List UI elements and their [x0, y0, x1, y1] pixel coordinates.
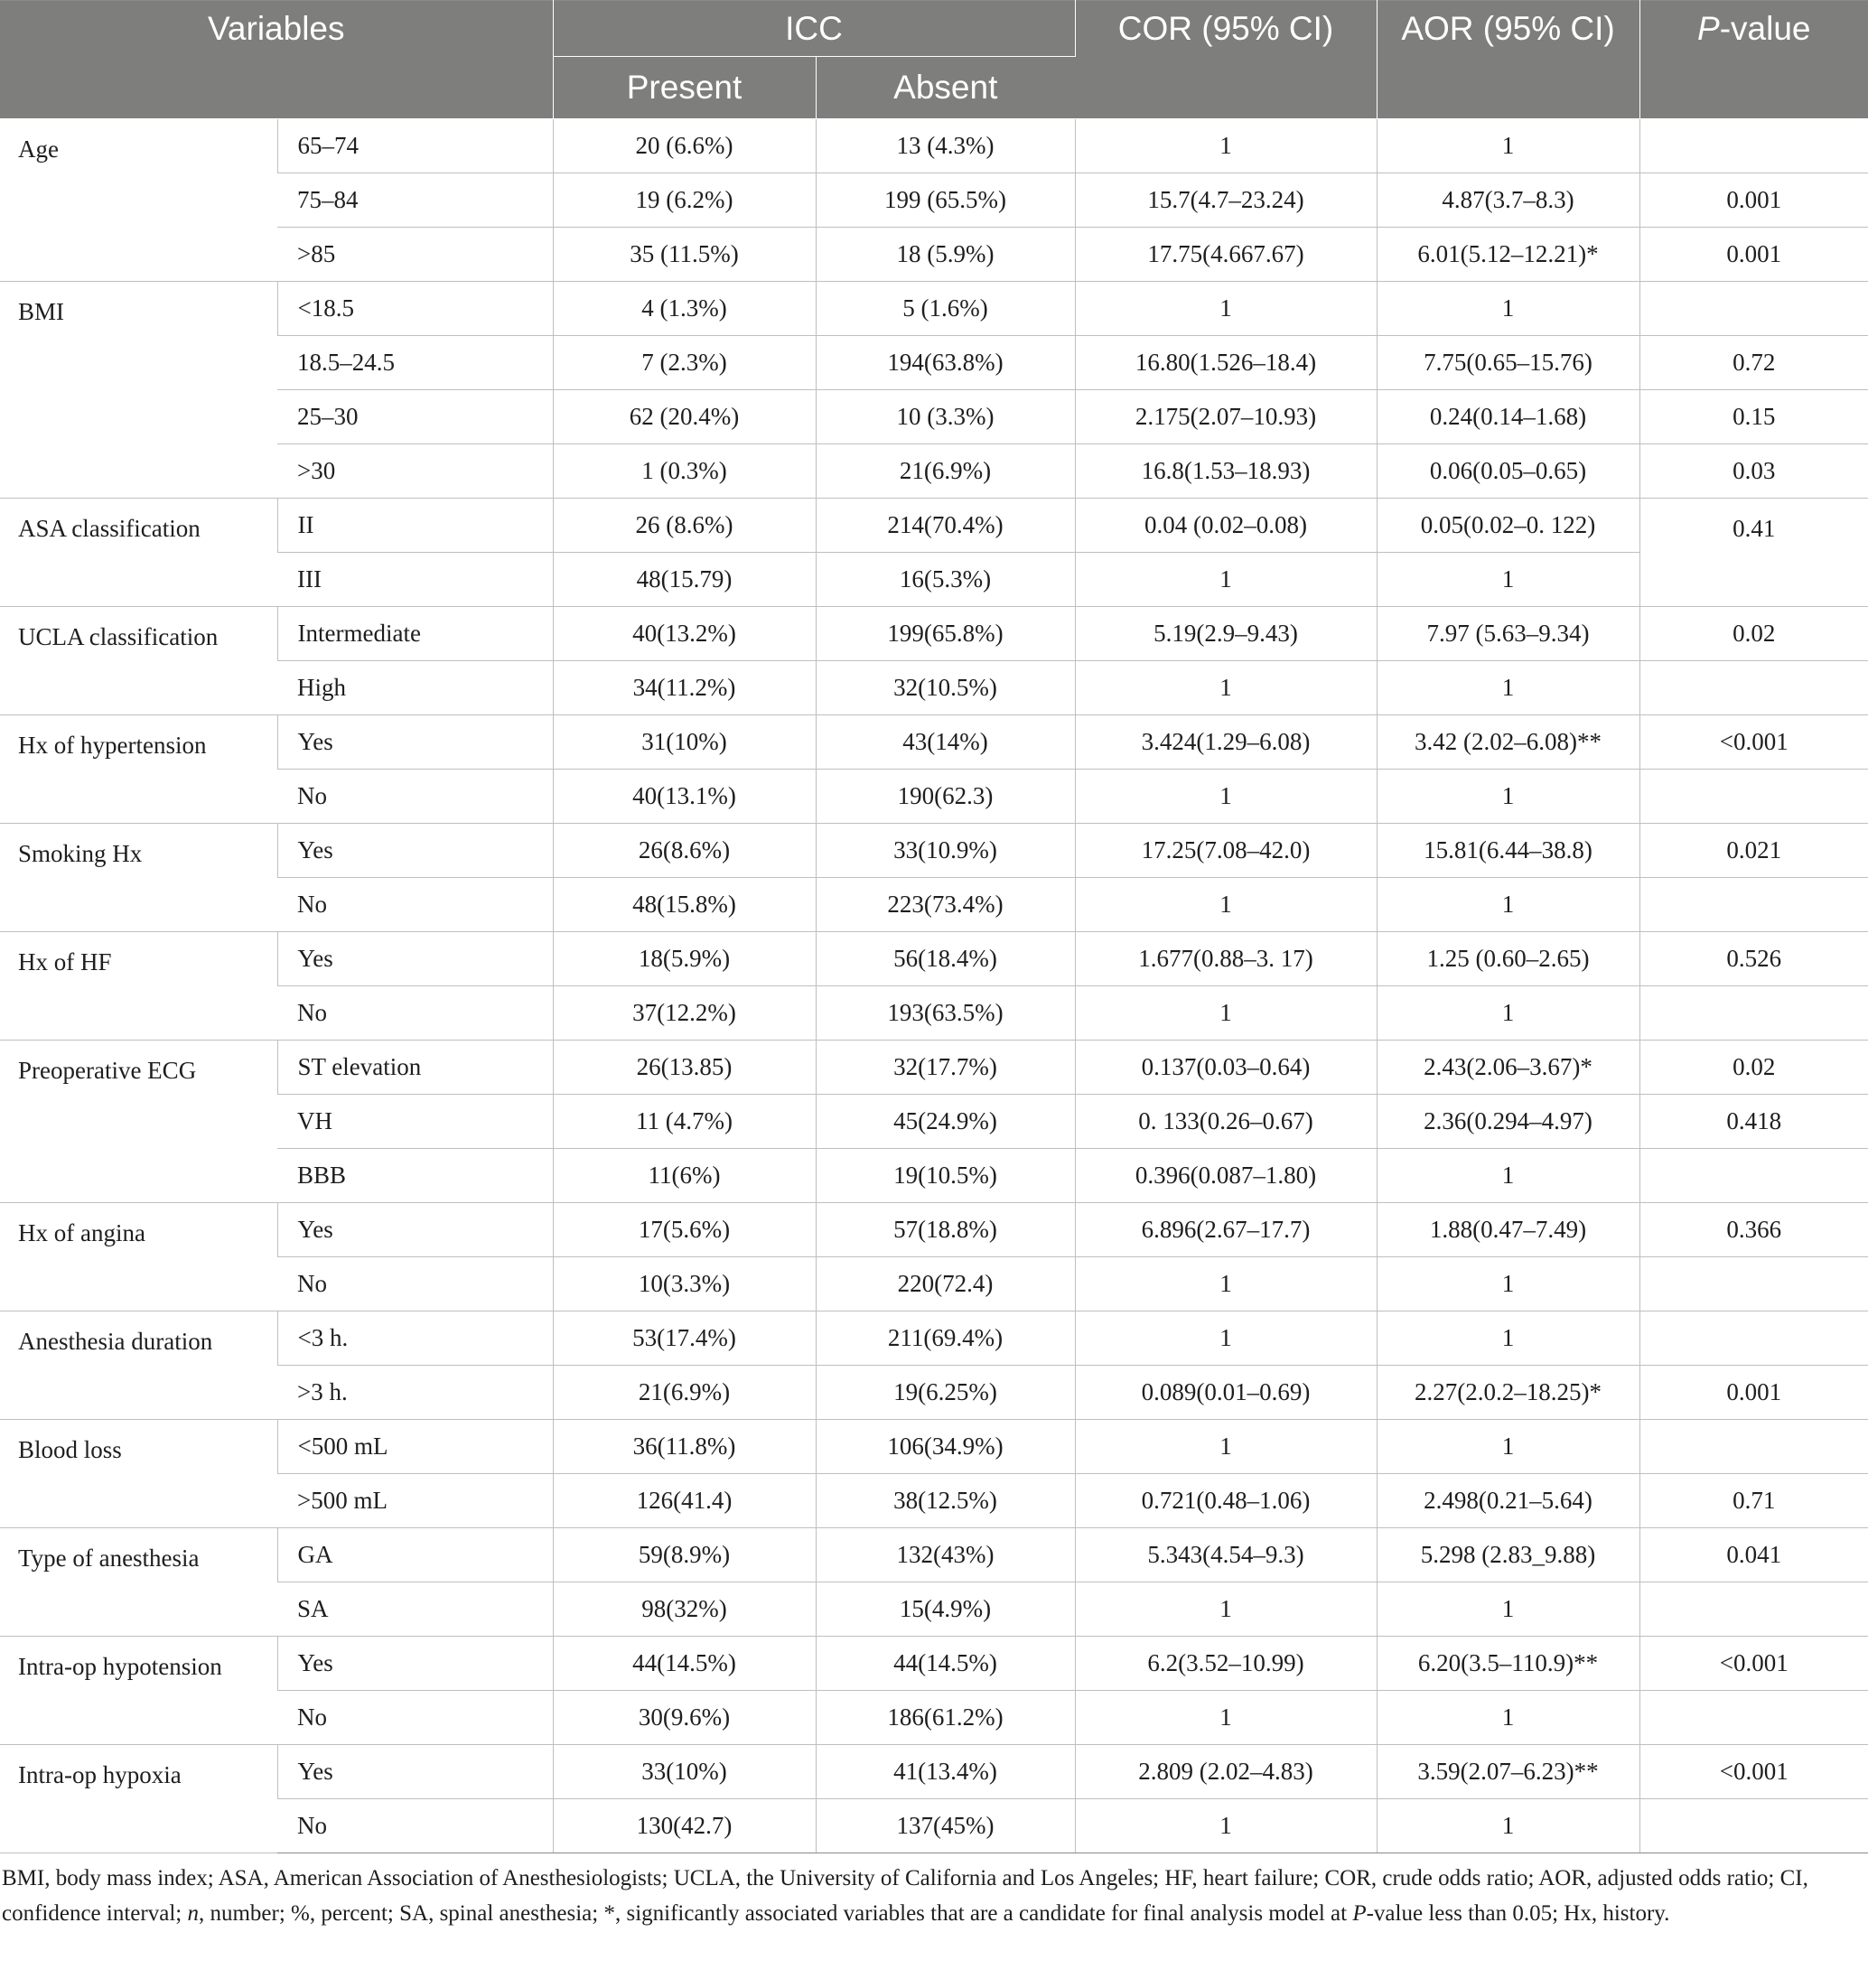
aor-cell: 4.87(3.7–8.3): [1377, 173, 1639, 228]
category-cell: >500 mL: [277, 1474, 553, 1528]
category-cell: High: [277, 661, 553, 715]
absent-cell: 15(4.9%): [816, 1582, 1075, 1637]
footnote-n: n: [187, 1901, 199, 1926]
category-cell: III: [277, 553, 553, 607]
table-row: [0, 282, 1868, 336]
aor-cell: 0.05(0.02–0. 122): [1377, 499, 1639, 553]
aor-cell: 1: [1377, 1257, 1639, 1311]
table-row: [0, 878, 1868, 932]
present-cell: 21(6.9%): [553, 1366, 816, 1420]
cor-cell: 16.8(1.53–18.93): [1075, 444, 1377, 499]
category-cell: GA: [277, 1528, 553, 1582]
category-cell: >3 h.: [277, 1366, 553, 1420]
present-cell: 11 (4.7%): [553, 1095, 816, 1149]
aor-cell: 1.88(0.47–7.49): [1377, 1203, 1639, 1257]
table-row: [0, 715, 1868, 770]
absent-cell: 16(5.3%): [816, 553, 1075, 607]
cor-cell: 17.75(4.667.67): [1075, 228, 1377, 282]
category-cell: 25–30: [277, 390, 553, 444]
p-value-cell: <0.001: [1639, 1745, 1868, 1799]
cor-cell: 0. 133(0.26–0.67): [1075, 1095, 1377, 1149]
p-value-cell: 0.41: [1639, 499, 1868, 607]
table-row: [0, 390, 1868, 444]
cor-cell: 1: [1075, 553, 1377, 607]
absent-cell: 132(43%): [816, 1528, 1075, 1582]
header-absent: Absent: [816, 57, 1075, 119]
cor-cell: 0.721(0.48–1.06): [1075, 1474, 1377, 1528]
absent-cell: 199(65.8%): [816, 607, 1075, 661]
p-value-cell: 0.526: [1639, 932, 1868, 986]
present-cell: 40(13.1%): [553, 770, 816, 824]
absent-cell: 194(63.8%): [816, 336, 1075, 390]
variable-label: Hx of hypertension: [0, 715, 277, 824]
variable-label: Preoperative ECG: [0, 1041, 277, 1203]
table-row: [0, 228, 1868, 282]
table-row: [0, 1528, 1868, 1582]
absent-cell: 56(18.4%): [816, 932, 1075, 986]
header-aor: AOR (95% CI): [1377, 1, 1639, 119]
variable-label: Hx of HF: [0, 932, 277, 1041]
p-value-cell: 0.71: [1639, 1474, 1868, 1528]
absent-cell: 19(6.25%): [816, 1366, 1075, 1420]
table-row: [0, 661, 1868, 715]
aor-cell: 2.27(2.0.2–18.25)*: [1377, 1366, 1639, 1420]
category-cell: <500 mL: [277, 1420, 553, 1474]
cor-cell: 5.19(2.9–9.43): [1075, 607, 1377, 661]
cor-cell: 0.137(0.03–0.64): [1075, 1041, 1377, 1095]
present-cell: 30(9.6%): [553, 1691, 816, 1745]
cor-cell: 1: [1075, 986, 1377, 1041]
footnote-text-1: BMI, body mass index; ASA, American Association of Anesthesiologists; UCLA, the University of California and Los Angeles; HF, heart failure; COR, crude odds ratio; AOR, adjusted odds ratio; CI, confidence interval;: [2, 1866, 1808, 1926]
cor-cell: 1: [1075, 878, 1377, 932]
table-row: [0, 1420, 1868, 1474]
table-row: [0, 932, 1868, 986]
aor-cell: 3.59(2.07–6.23)**: [1377, 1745, 1639, 1799]
absent-cell: 106(34.9%): [816, 1420, 1075, 1474]
aor-cell: 2.36(0.294–4.97): [1377, 1095, 1639, 1149]
variable-label: Blood loss: [0, 1420, 277, 1528]
aor-cell: 1: [1377, 1691, 1639, 1745]
absent-cell: 44(14.5%): [816, 1637, 1075, 1691]
p-value-cell: <0.001: [1639, 715, 1868, 770]
present-cell: 26(8.6%): [553, 824, 816, 878]
footnote-text-2: , number; %, percent; SA, spinal anesthesia; *, significantly associated variables that are a candidate for final analysis model at: [198, 1901, 1353, 1926]
table-row: [0, 1149, 1868, 1203]
header-cor: COR (95% CI): [1075, 1, 1377, 119]
absent-cell: 13 (4.3%): [816, 119, 1075, 173]
variable-label: Intra-op hypoxia: [0, 1745, 277, 1853]
present-cell: 18(5.9%): [553, 932, 816, 986]
absent-cell: 33(10.9%): [816, 824, 1075, 878]
present-cell: 35 (11.5%): [553, 228, 816, 282]
p-value-cell: 0.02: [1639, 1041, 1868, 1095]
p-value-cell: [1639, 1311, 1868, 1366]
present-cell: 1 (0.3%): [553, 444, 816, 499]
category-cell: 75–84: [277, 173, 553, 228]
p-value-cell: [1639, 1420, 1868, 1474]
table-row: [0, 1474, 1868, 1528]
category-cell: Intermediate: [277, 607, 553, 661]
header-icc: ICC: [553, 1, 1075, 57]
variable-label: ASA classification: [0, 499, 277, 607]
p-value-cell: 0.418: [1639, 1095, 1868, 1149]
absent-cell: 18 (5.9%): [816, 228, 1075, 282]
absent-cell: 38(12.5%): [816, 1474, 1075, 1528]
present-cell: 33(10%): [553, 1745, 816, 1799]
table-body: [0, 119, 1868, 1853]
present-cell: 130(42.7): [553, 1799, 816, 1853]
aor-cell: 6.20(3.5–110.9)**: [1377, 1637, 1639, 1691]
present-cell: 62 (20.4%): [553, 390, 816, 444]
present-cell: 53(17.4%): [553, 1311, 816, 1366]
category-cell: Yes: [277, 1203, 553, 1257]
table-row: [0, 1257, 1868, 1311]
header-present: Present: [553, 57, 816, 119]
category-cell: BBB: [277, 1149, 553, 1203]
p-value-cell: 0.02: [1639, 607, 1868, 661]
absent-cell: 214(70.4%): [816, 499, 1075, 553]
header-p-letter: P: [1697, 10, 1720, 47]
cor-cell: 3.424(1.29–6.08): [1075, 715, 1377, 770]
table-row: [0, 336, 1868, 390]
present-cell: 44(14.5%): [553, 1637, 816, 1691]
aor-cell: 1: [1377, 770, 1639, 824]
table-row: [0, 119, 1868, 173]
p-value-cell: [1639, 1149, 1868, 1203]
present-cell: 20 (6.6%): [553, 119, 816, 173]
aor-cell: 1: [1377, 1311, 1639, 1366]
variable-label: Age: [0, 119, 277, 282]
cor-cell: 0.089(0.01–0.69): [1075, 1366, 1377, 1420]
cor-cell: 1: [1075, 770, 1377, 824]
p-value-cell: [1639, 1257, 1868, 1311]
aor-cell: 3.42 (2.02–6.08)**: [1377, 715, 1639, 770]
category-cell: No: [277, 986, 553, 1041]
p-value-cell: [1639, 1799, 1868, 1853]
category-cell: VH: [277, 1095, 553, 1149]
table-row: [0, 1637, 1868, 1691]
table-row: [0, 1582, 1868, 1637]
category-cell: Yes: [277, 932, 553, 986]
absent-cell: 5 (1.6%): [816, 282, 1075, 336]
footnote-p: P: [1352, 1901, 1367, 1926]
table-row: [0, 499, 1868, 553]
p-value-cell: <0.001: [1639, 1637, 1868, 1691]
aor-cell: 2.498(0.21–5.64): [1377, 1474, 1639, 1528]
p-value-cell: [1639, 661, 1868, 715]
absent-cell: 45(24.9%): [816, 1095, 1075, 1149]
cor-cell: 0.396(0.087–1.80): [1075, 1149, 1377, 1203]
aor-cell: 7.75(0.65–15.76): [1377, 336, 1639, 390]
aor-cell: 1: [1377, 986, 1639, 1041]
cor-cell: 6.2(3.52–10.99): [1075, 1637, 1377, 1691]
absent-cell: 193(63.5%): [816, 986, 1075, 1041]
present-cell: 48(15.8%): [553, 878, 816, 932]
p-value-cell: 0.03: [1639, 444, 1868, 499]
category-cell: ST elevation: [277, 1041, 553, 1095]
table-footnote: [0, 1853, 1868, 1931]
p-value-cell: 0.021: [1639, 824, 1868, 878]
category-cell: SA: [277, 1582, 553, 1637]
present-cell: 10(3.3%): [553, 1257, 816, 1311]
table-row: [0, 173, 1868, 228]
aor-cell: 5.298 (2.83_9.88): [1377, 1528, 1639, 1582]
category-cell: II: [277, 499, 553, 553]
aor-cell: 1.25 (0.60–2.65): [1377, 932, 1639, 986]
cor-cell: 1: [1075, 1257, 1377, 1311]
cor-cell: 17.25(7.08–42.0): [1075, 824, 1377, 878]
p-value-cell: [1639, 878, 1868, 932]
category-cell: >85: [277, 228, 553, 282]
category-cell: >30: [277, 444, 553, 499]
variable-label: UCLA classification: [0, 607, 277, 715]
absent-cell: 190(62.3): [816, 770, 1075, 824]
aor-cell: 1: [1377, 878, 1639, 932]
present-cell: 17(5.6%): [553, 1203, 816, 1257]
absent-cell: 19(10.5%): [816, 1149, 1075, 1203]
present-cell: 7 (2.3%): [553, 336, 816, 390]
table-row: [0, 1095, 1868, 1149]
table-row: [0, 553, 1868, 607]
cor-cell: 1: [1075, 1691, 1377, 1745]
present-cell: 4 (1.3%): [553, 282, 816, 336]
table-row: [0, 1041, 1868, 1095]
table-header: [0, 1, 1868, 119]
variable-label: Hx of angina: [0, 1203, 277, 1311]
category-cell: <18.5: [277, 282, 553, 336]
p-value-cell: 0.001: [1639, 1366, 1868, 1420]
present-cell: 126(41.4): [553, 1474, 816, 1528]
present-cell: 19 (6.2%): [553, 173, 816, 228]
p-value-cell: [1639, 986, 1868, 1041]
category-cell: Yes: [277, 824, 553, 878]
absent-cell: 220(72.4): [816, 1257, 1075, 1311]
absent-cell: 32(17.7%): [816, 1041, 1075, 1095]
table-row: [0, 1203, 1868, 1257]
aor-cell: 7.97 (5.63–9.34): [1377, 607, 1639, 661]
category-cell: No: [277, 878, 553, 932]
absent-cell: 41(13.4%): [816, 1745, 1075, 1799]
cor-cell: 1: [1075, 661, 1377, 715]
aor-cell: 15.81(6.44–38.8): [1377, 824, 1639, 878]
variable-label: Smoking Hx: [0, 824, 277, 932]
absent-cell: 199 (65.5%): [816, 173, 1075, 228]
cor-cell: 5.343(4.54–9.3): [1075, 1528, 1377, 1582]
absent-cell: 223(73.4%): [816, 878, 1075, 932]
category-cell: 18.5–24.5: [277, 336, 553, 390]
p-value-cell: [1639, 119, 1868, 173]
category-cell: Yes: [277, 1745, 553, 1799]
table-row: [0, 1745, 1868, 1799]
p-value-cell: 0.15: [1639, 390, 1868, 444]
p-value-cell: 0.001: [1639, 173, 1868, 228]
table-row: [0, 1799, 1868, 1853]
present-cell: 26(13.85): [553, 1041, 816, 1095]
absent-cell: 57(18.8%): [816, 1203, 1075, 1257]
cor-cell: 1: [1075, 1582, 1377, 1637]
present-cell: 40(13.2%): [553, 607, 816, 661]
category-cell: Yes: [277, 1637, 553, 1691]
present-cell: 59(8.9%): [553, 1528, 816, 1582]
absent-cell: 211(69.4%): [816, 1311, 1075, 1366]
cor-cell: 1: [1075, 1311, 1377, 1366]
aor-cell: 0.24(0.14–1.68): [1377, 390, 1639, 444]
present-cell: 37(12.2%): [553, 986, 816, 1041]
cor-cell: 6.896(2.67–17.7): [1075, 1203, 1377, 1257]
present-cell: 48(15.79): [553, 553, 816, 607]
variable-label: BMI: [0, 282, 277, 499]
category-cell: Yes: [277, 715, 553, 770]
cor-cell: 1: [1075, 119, 1377, 173]
present-cell: 11(6%): [553, 1149, 816, 1203]
header-variables: Variables: [0, 1, 553, 119]
absent-cell: 10 (3.3%): [816, 390, 1075, 444]
cor-cell: 1: [1075, 1799, 1377, 1853]
cor-cell: 1.677(0.88–3. 17): [1075, 932, 1377, 986]
aor-cell: 6.01(5.12–12.21)*: [1377, 228, 1639, 282]
absent-cell: 43(14%): [816, 715, 1075, 770]
category-cell: 65–74: [277, 119, 553, 173]
cor-cell: 15.7(4.7–23.24): [1075, 173, 1377, 228]
present-cell: 31(10%): [553, 715, 816, 770]
p-value-cell: [1639, 1582, 1868, 1637]
aor-cell: 1: [1377, 661, 1639, 715]
header-p-value: [1639, 1, 1868, 119]
absent-cell: 137(45%): [816, 1799, 1075, 1853]
cor-cell: 2.809 (2.02–4.83): [1075, 1745, 1377, 1799]
p-value-cell: [1639, 1691, 1868, 1745]
aor-cell: 1: [1377, 282, 1639, 336]
aor-cell: 1: [1377, 1799, 1639, 1853]
absent-cell: 32(10.5%): [816, 661, 1075, 715]
category-cell: No: [277, 770, 553, 824]
cor-cell: 1: [1075, 1420, 1377, 1474]
table-row: [0, 770, 1868, 824]
aor-cell: 1: [1377, 1582, 1639, 1637]
table-row: [0, 1691, 1868, 1745]
category-cell: No: [277, 1691, 553, 1745]
absent-cell: 21(6.9%): [816, 444, 1075, 499]
aor-cell: 0.06(0.05–0.65): [1377, 444, 1639, 499]
table-row: [0, 824, 1868, 878]
category-cell: No: [277, 1257, 553, 1311]
p-value-cell: 0.72: [1639, 336, 1868, 390]
variable-label: Intra-op hypotension: [0, 1637, 277, 1745]
cor-cell: 0.04 (0.02–0.08): [1075, 499, 1377, 553]
present-cell: 98(32%): [553, 1582, 816, 1637]
variable-label: Type of anesthesia: [0, 1528, 277, 1637]
present-cell: 36(11.8%): [553, 1420, 816, 1474]
present-cell: 26 (8.6%): [553, 499, 816, 553]
aor-cell: 1: [1377, 1420, 1639, 1474]
table-row: [0, 986, 1868, 1041]
table-row: [0, 1366, 1868, 1420]
p-value-cell: [1639, 282, 1868, 336]
p-value-cell: 0.366: [1639, 1203, 1868, 1257]
aor-cell: 1: [1377, 553, 1639, 607]
p-value-cell: 0.041: [1639, 1528, 1868, 1582]
header-p-suffix: -value: [1719, 10, 1811, 47]
aor-cell: 1: [1377, 1149, 1639, 1203]
table-row: [0, 607, 1868, 661]
present-cell: 34(11.2%): [553, 661, 816, 715]
p-value-cell: [1639, 770, 1868, 824]
table-row: [0, 444, 1868, 499]
category-cell: <3 h.: [277, 1311, 553, 1366]
absent-cell: 186(61.2%): [816, 1691, 1075, 1745]
cor-cell: 2.175(2.07–10.93): [1075, 390, 1377, 444]
footnote-text-3: -value less than 0.05; Hx, history.: [1366, 1901, 1670, 1926]
p-value-cell: 0.001: [1639, 228, 1868, 282]
aor-cell: 2.43(2.06–3.67)*: [1377, 1041, 1639, 1095]
table-row: [0, 1311, 1868, 1366]
aor-cell: 1: [1377, 119, 1639, 173]
cor-cell: 1: [1075, 282, 1377, 336]
variable-label: Anesthesia duration: [0, 1311, 277, 1420]
cor-cell: 16.80(1.526–18.4): [1075, 336, 1377, 390]
category-cell: No: [277, 1799, 553, 1853]
